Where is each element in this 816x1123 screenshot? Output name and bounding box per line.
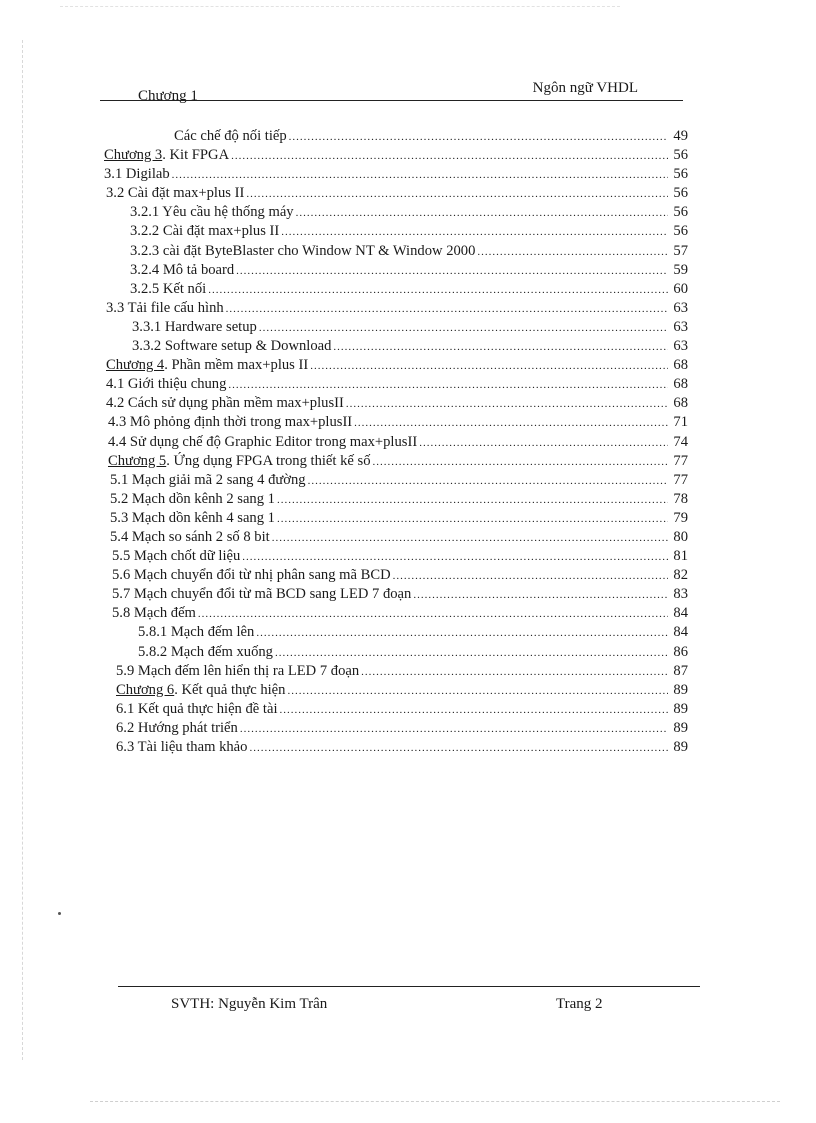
toc-chapter-link: Chương 4 [106, 357, 165, 374]
toc-entry [104, 375, 688, 394]
toc-entry-label [106, 299, 224, 318]
toc-entry-page: 68 [673, 357, 688, 374]
toc-entry-page: 83 [673, 586, 688, 603]
toc-entry-page: 59 [673, 261, 688, 278]
toc-entry-page: 68 [673, 395, 688, 412]
toc-leader-dots [231, 147, 668, 166]
toc-entry [104, 681, 688, 700]
toc-entry-label [130, 222, 279, 241]
footer-author: SVTH: Nguyễn Kim Trân [171, 996, 328, 1012]
toc-entry-page: 80 [673, 528, 688, 545]
toc-entry-page: 56 [673, 204, 688, 221]
toc-entry [104, 623, 688, 642]
scan-edge-left [22, 40, 23, 1060]
toc-leader-dots [242, 548, 668, 567]
toc-entry-text: . Kết quả thực hiện [174, 681, 286, 698]
toc-entry-label [130, 203, 294, 222]
toc-entry-label [108, 452, 371, 471]
toc-leader-dots [198, 605, 668, 624]
toc-entry-page: 57 [673, 242, 688, 259]
toc-entry-page: 71 [673, 414, 688, 431]
toc-leader-dots [256, 624, 668, 643]
footer-page-number: Trang 2 [556, 996, 603, 1012]
toc-leader-dots [280, 701, 668, 720]
toc-entry-label [130, 261, 234, 280]
toc-entry-text: 4.3 Mô phỏng định thời trong max+plusII [108, 414, 353, 431]
toc-entry [104, 604, 688, 623]
toc-chapter-link: Chương 5 [108, 452, 167, 469]
toc-entry-label [116, 700, 278, 719]
toc-entry-label [108, 433, 417, 452]
toc-entry [104, 509, 688, 528]
toc-entry-text: 4.2 Cách sử dụng phần mềm max+plusII [106, 395, 344, 412]
toc-entry [104, 471, 688, 490]
toc-entry-page: 49 [673, 128, 688, 144]
toc-entry-label [106, 375, 226, 394]
toc-entry-label [138, 643, 273, 662]
toc-leader-dots [289, 128, 668, 147]
toc-entry-label [106, 184, 244, 203]
scan-speck [58, 912, 61, 915]
toc-entry-page: 82 [673, 567, 688, 584]
toc-entry [104, 490, 688, 509]
toc-leader-dots [272, 529, 668, 548]
toc-entry-text: Các chế độ nối tiếp [174, 128, 287, 144]
toc-leader-dots [413, 586, 668, 605]
toc-entry-page: 84 [673, 624, 688, 641]
toc-entry-text: . Kit FPGA [162, 147, 230, 164]
toc-leader-dots [259, 319, 668, 338]
toc-entry-text: 6.3 Tài liệu tham khảo [116, 739, 248, 755]
toc-entry [104, 337, 688, 356]
toc-leader-dots [310, 357, 668, 376]
toc-entry-text: 5.8.1 Mạch đếm lên [138, 624, 255, 641]
toc-entry-text: 3.3.2 Software setup & Download [132, 338, 332, 355]
toc-entry-label [138, 623, 254, 642]
toc-entry-page: 89 [673, 681, 688, 698]
toc-entry-text: 5.9 Mạch đếm lên hiển thị ra LED 7 đoạn [116, 662, 360, 679]
scan-edge-bottom [90, 1101, 780, 1102]
toc-leader-dots [373, 453, 669, 472]
toc-entry [104, 585, 688, 604]
toc-entry [104, 566, 688, 585]
toc-entry-label [112, 585, 411, 604]
toc-entry-label [130, 242, 475, 261]
toc-entry-text: 4.4 Sử dụng chế độ Graphic Editor trong max+plusII [108, 433, 418, 450]
toc-entry-label [132, 337, 331, 356]
toc-entry-text: 3.2.5 Kết nối [130, 280, 207, 297]
toc-entry-label [116, 662, 359, 681]
toc-entry-label [110, 509, 275, 528]
toc-entry-page: 89 [673, 739, 688, 755]
toc-chapter-link: Chương 6 [116, 681, 175, 698]
toc-leader-dots [346, 395, 668, 414]
toc-entry-text: 6.2 Hướng phát triển [116, 719, 238, 736]
toc-entry-text: 5.8.2 Mạch đếm xuống [138, 643, 273, 660]
toc-entry-text: 3.1 Digilab [104, 166, 170, 183]
toc-leader-dots [296, 204, 668, 223]
toc-entry-text: 3.2.1 Yêu cầu hệ thống máy [130, 204, 294, 221]
toc-entry-label [112, 547, 240, 566]
toc-leader-dots [393, 567, 668, 586]
toc-entry-label [106, 356, 308, 375]
toc-entry [104, 413, 688, 432]
toc-leader-dots [236, 262, 668, 281]
toc-entry-text: . Ứng dụng FPGA trong thiết kế số [166, 452, 371, 469]
toc-leader-dots [333, 338, 668, 357]
toc-entry-page: 81 [673, 548, 688, 565]
toc-entry [104, 146, 688, 165]
toc-entry [104, 127, 688, 146]
toc-entry [104, 299, 688, 318]
toc-entry-page: 56 [673, 166, 688, 183]
toc-entry [104, 700, 688, 719]
toc-entry-label [104, 165, 170, 184]
toc-entry-label [116, 719, 238, 738]
toc-entry-page: 68 [673, 376, 688, 393]
toc-entry [104, 184, 688, 203]
toc-leader-dots [277, 510, 668, 529]
toc-leader-dots [246, 185, 668, 204]
toc-entry [104, 452, 688, 471]
toc-entry-text: 4.1 Giới thiệu chung [106, 376, 227, 393]
toc-entry-text: 3.3 Tải file cấu hình [106, 299, 224, 316]
toc-entry [104, 280, 688, 299]
toc-entry-label [174, 127, 287, 146]
toc-entry-page: 89 [673, 700, 688, 717]
toc-entry-page: 77 [673, 471, 688, 488]
toc-entry-page: 78 [673, 490, 688, 507]
toc-entry-label [116, 681, 285, 700]
toc-entry-text: 5.2 Mạch dồn kênh 2 sang 1 [110, 490, 275, 507]
toc-entry-page: 89 [673, 719, 688, 736]
toc-entry-text: 5.4 Mạch so sánh 2 số 8 bit [110, 528, 270, 545]
toc-leader-dots [275, 644, 668, 663]
toc-entry-label [116, 738, 247, 757]
toc-entry-text: 5.6 Mạch chuyển đổi từ nhị phân sang mã BCD [112, 567, 391, 584]
toc-entry-page: 84 [673, 605, 688, 622]
toc-entry-page: 63 [673, 318, 688, 335]
toc-entry-page: 56 [673, 147, 688, 164]
toc-leader-dots [208, 281, 668, 300]
toc-entry-text: 3.2.3 cài đặt ByteBlaster cho Window NT & Window 2000 [130, 242, 476, 259]
toc-entry [104, 394, 688, 413]
toc-entry-text: 6.1 Kết quả thực hiện đề tài [116, 700, 278, 717]
toc-entry-page: 87 [673, 662, 688, 679]
toc-leader-dots [277, 491, 668, 510]
toc-entry-page: 74 [673, 433, 688, 450]
scan-edge-top [60, 6, 620, 7]
toc-entry-page: 79 [673, 509, 688, 526]
toc-entry [104, 203, 688, 222]
toc-entry [104, 318, 688, 337]
toc-entry [104, 165, 688, 184]
header-chapter: Chương 1 [138, 88, 198, 104]
toc-entry-text: 5.1 Mạch giải mã 2 sang 4 đường [110, 471, 306, 488]
toc-entry-label [110, 490, 275, 509]
toc-entry [104, 662, 688, 681]
toc-entry-label [110, 528, 270, 547]
toc-entry-text: 3.3.1 Hardware setup [132, 318, 257, 335]
toc-entry-text: 5.3 Mạch dồn kênh 4 sang 1 [110, 509, 275, 526]
toc-leader-dots [226, 300, 668, 319]
toc-entry [104, 356, 688, 375]
toc-leader-dots [249, 739, 668, 758]
toc-leader-dots [419, 434, 668, 453]
toc-entry-text: 5.7 Mạch chuyển đổi từ mã BCD sang LED 7 đoạn [112, 586, 412, 603]
table-of-contents [104, 127, 688, 757]
toc-entry [104, 242, 688, 261]
toc-leader-dots [308, 472, 668, 491]
toc-entry [104, 261, 688, 280]
toc-entry-text: 5.8 Mạch đếm [112, 605, 196, 622]
toc-entry-text: 3.2.4 Mô tả board [130, 261, 235, 278]
toc-leader-dots [361, 663, 668, 682]
toc-entry-label [132, 318, 257, 337]
toc-entry [104, 222, 688, 241]
toc-entry-label [108, 413, 352, 432]
toc-entry-page: 56 [673, 185, 688, 202]
toc-entry-label [112, 566, 391, 585]
toc-entry-label [110, 471, 306, 490]
toc-entry-text: 3.2.2 Cài đặt max+plus II [130, 223, 280, 240]
toc-leader-dots [287, 682, 668, 701]
toc-leader-dots [477, 243, 668, 262]
toc-entry-label [112, 604, 196, 623]
toc-entry-text: 3.2 Cài đặt max+plus II [106, 185, 245, 202]
toc-entry [104, 643, 688, 662]
header-rule [100, 100, 683, 101]
toc-leader-dots [240, 720, 668, 739]
toc-leader-dots [354, 414, 668, 433]
page-header [100, 80, 683, 104]
toc-entry [104, 528, 688, 547]
toc-entry-label [106, 394, 344, 413]
toc-entry [104, 719, 688, 738]
toc-entry-page: 77 [673, 452, 688, 469]
toc-entry-page: 63 [673, 338, 688, 355]
toc-entry [104, 547, 688, 566]
toc-chapter-link: Chương 3 [104, 147, 163, 164]
header-title: Ngôn ngữ VHDL [532, 80, 638, 96]
toc-entry-page: 86 [673, 643, 688, 660]
toc-entry-label [130, 280, 206, 299]
toc-leader-dots [281, 223, 668, 242]
toc-entry-text: 5.5 Mạch chốt dữ liệu [112, 548, 241, 565]
toc-entry-label [104, 146, 229, 165]
footer-rule [118, 986, 700, 987]
toc-leader-dots [172, 166, 668, 185]
toc-entry-page: 56 [673, 223, 688, 240]
toc-leader-dots [228, 376, 668, 395]
toc-entry-page: 60 [673, 280, 688, 297]
toc-entry-page: 63 [673, 299, 688, 316]
toc-entry [104, 738, 688, 757]
toc-entry [104, 433, 688, 452]
toc-entry-text: . Phần mềm max+plus II [164, 357, 309, 374]
